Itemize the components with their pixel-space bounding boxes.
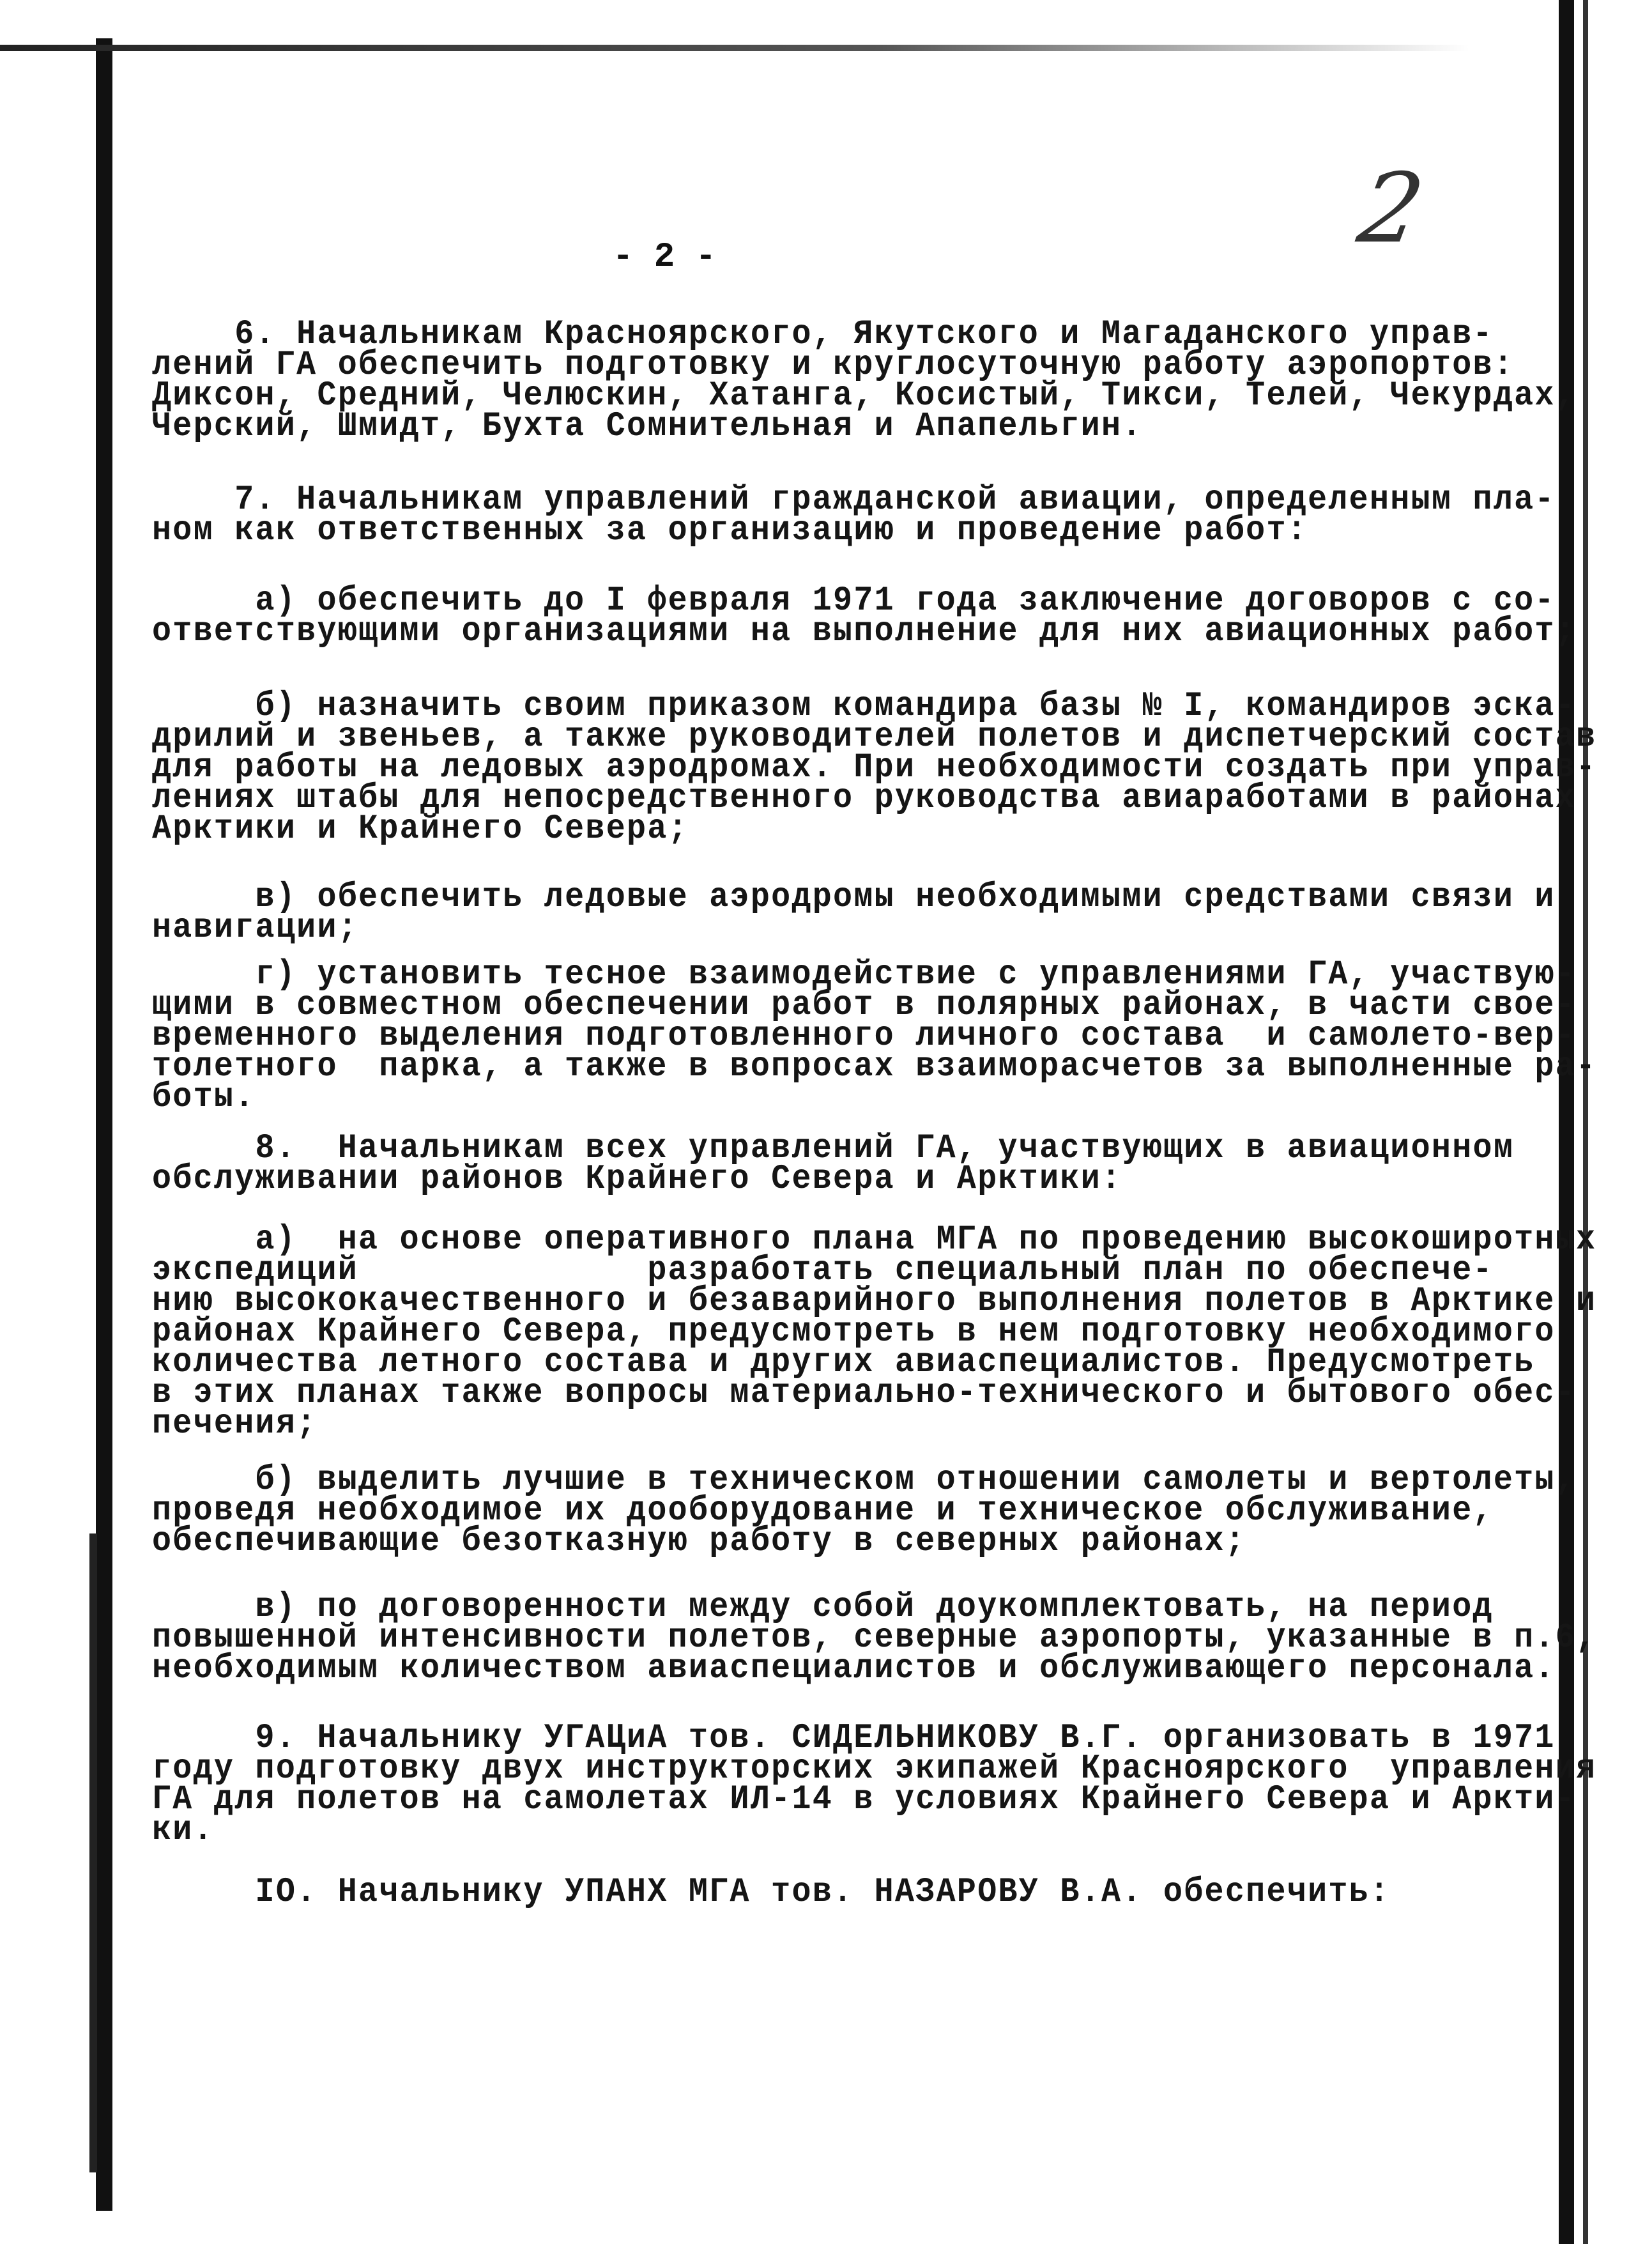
text-line: ответствующими организациями на выполнение для них авиационных работ; [152,611,1577,652]
text-line: ГА для полетов на самолетах ИЛ-14 в условиях Крайнего Севера и Аркти- [152,1779,1577,1820]
text-line: ном как ответственных за организацию и проведение работ: [152,511,1308,551]
scan-edge-left-shadow [89,1533,97,2172]
text-line: щими в совместном обеспечении работ в полярных районах, в части свое- [152,985,1577,1026]
paragraph-p8b [152,1460,1577,1562]
text-line: г) установить тесное взаимодействие с управлениями ГА, участвую- [152,955,1577,995]
text-line: нию высококачественного и безаварийного выполнения полетов в Арктике и [152,1281,1597,1321]
text-line: обслуживании районов Крайнего Севера и Арктики: [152,1159,1122,1199]
text-line: IO. Начальнику УПАНХ МГА тов. НАЗАРОВУ В.А. обеспечить: [152,1872,1391,1912]
text-line: 8. Начальникам всех управлений ГА, участвующих в авиационном [152,1128,1515,1169]
paragraph-p7b [152,686,1597,849]
text-line: экспедиций разработать специальный план по обеспече- [152,1250,1494,1291]
scan-edge-top [0,45,1469,51]
text-line: в) обеспечить ледовые аэродромы необходимыми средствами связи и [152,877,1556,918]
text-line: лениях штабы для непосредственного руководства авиаработами в районах [152,778,1577,818]
text-line: году подготовку двух инструкторских экипажей Красноярского управления [152,1749,1597,1789]
text-line: 9. Начальнику УГАЦиА тов. СИДЕЛЬНИКОВУ В.Г. организовать в 1971 [152,1718,1556,1758]
handwritten-page-number: 2 [1350,153,1432,265]
text-line: боты. [152,1077,256,1118]
text-line: для работы на ледовых аэродромах. При необходимости создать при управ- [152,748,1597,788]
scan-edge-right-shadow [1583,0,1588,2244]
text-line: необходимым количеством авиаспециалистов и обслуживающего персонала. [152,1648,1556,1689]
paragraph-p8c [152,1587,1597,1689]
text-line: а) обеспечить до I февраля 1971 года заключение договоров с со- [152,581,1556,621]
paragraph-p7a [152,581,1577,652]
text-line: в) по договоренности между собой доукомплектовать, на период [152,1587,1494,1627]
text-line: б) выделить лучшие в техническом отношении самолеты и вертолеты, [152,1460,1577,1500]
paragraph-p7 [152,480,1556,551]
text-line: ки. [152,1810,214,1850]
text-line: толетного парка, а также в вопросах взаиморасчетов за выполненные ра- [152,1047,1597,1087]
text-line: в этих планах также вопросы материально-технического и бытового обес- [152,1373,1577,1413]
paragraph-p9 [152,1718,1597,1850]
paragraph-p8 [152,1128,1515,1199]
paragraph-p7d [152,955,1597,1118]
text-line: печения; [152,1404,317,1444]
scan-margin-right [1595,0,1652,2244]
text-line: дрилий и звеньев, а также руководителей полетов и диспетчерский состав [152,717,1597,757]
text-line: обеспечивающие безотказную работу в северных районах; [152,1521,1246,1562]
text-line: районах Крайнего Севера, предусмотреть в нем подготовку необходимого [152,1312,1556,1352]
text-line: а) на основе оперативного плана МГА по проведению высокоширотных [152,1220,1597,1260]
text-line: Арктики и Крайнего Севера; [152,809,689,849]
paragraph-p10 [152,1872,1391,1912]
text-line: б) назначить своим приказом командира базы № I, командиров эска- [152,686,1577,726]
text-line: временного выделения подготовленного личного состава и самолето-вер- [152,1016,1577,1056]
text-line: Диксон, Средний, Челюскин, Хатанга, Косистый, Тикси, Телей, Чекурдах, [152,376,1577,416]
text-line: 7. Начальникам управлений гражданской авиации, определенным пла- [152,480,1556,520]
scan-edge-left [96,38,112,2211]
text-line: повышенной интенсивности полетов, северные аэропорты, указанные в п.6, [152,1618,1597,1658]
text-line: количества летного состава и других авиаспециалистов. Предусмотреть [152,1342,1535,1383]
page-number: - 2 - [612,238,717,277]
paragraph-p8a [152,1220,1597,1444]
paragraph-p6 [152,314,1577,447]
text-line: Черский, Шмидт, Бухта Сомнительная и Апапельгин. [152,406,1143,447]
text-line: 6. Начальникам Красноярского, Якутского и Магаданского управ- [152,314,1494,355]
text-line: навигации; [152,908,359,948]
text-line: проведя необходимое их дооборудование и техническое обслуживание, [152,1491,1494,1531]
paragraph-p7c [152,877,1556,948]
text-line: лений ГА обеспечить подготовку и круглосуточную работу аэропортов: [152,345,1515,385]
